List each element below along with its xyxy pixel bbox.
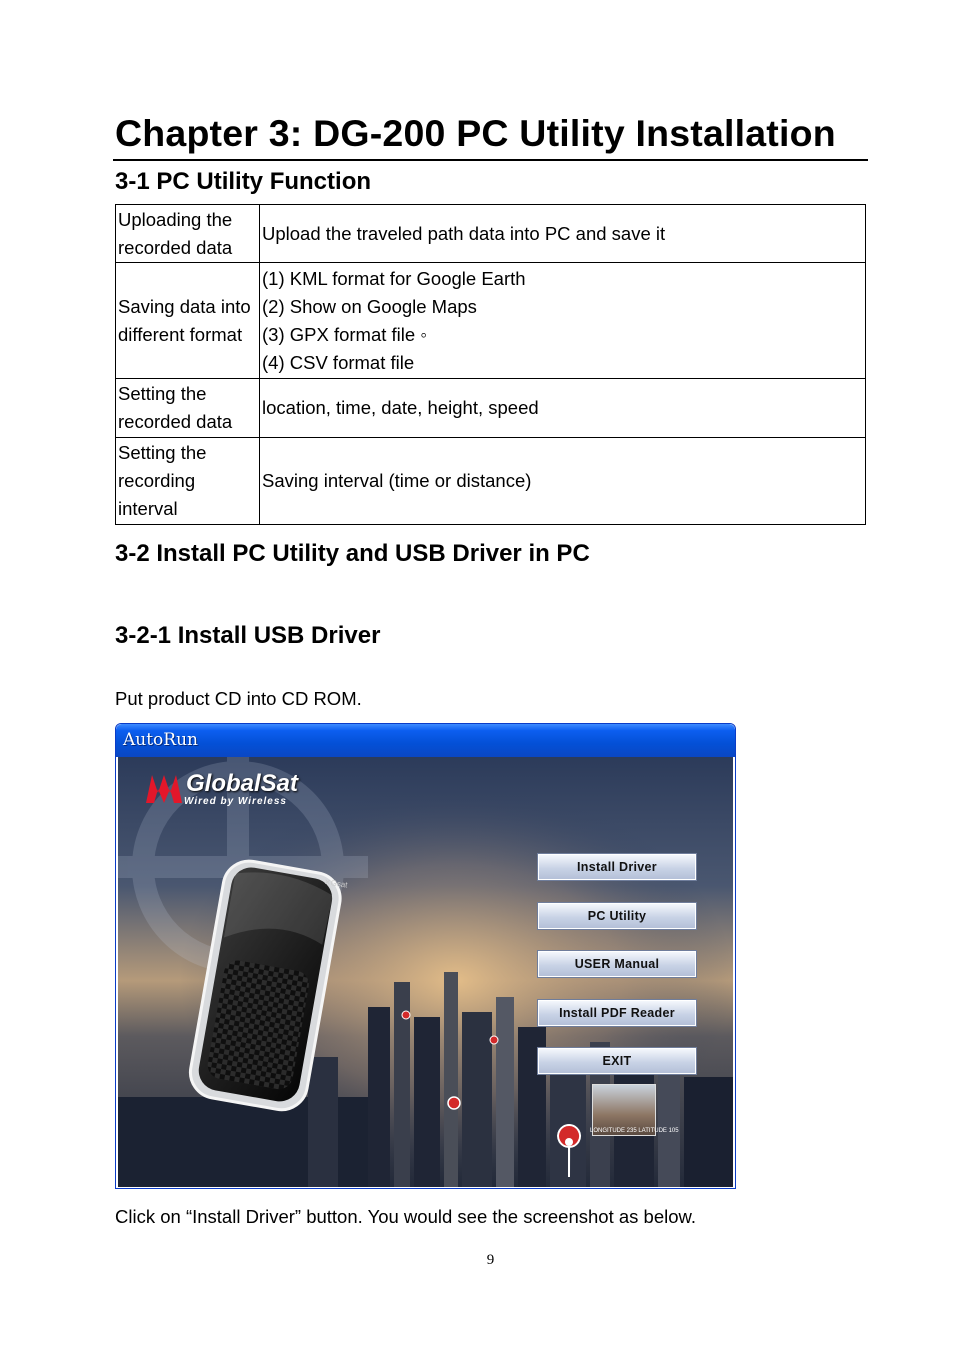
exit-button[interactable]: EXIT — [538, 1048, 696, 1074]
pc-utility-button[interactable]: PC Utility — [538, 903, 696, 929]
description-cell: Upload the traveled path data into PC and save it — [260, 205, 866, 263]
section-heading-3-1: 3-1 PC Utility Function — [115, 168, 372, 195]
logo-text: GlobalSat — [186, 770, 299, 797]
section-heading-3-2-1: 3-2-1 Install USB Driver — [115, 622, 381, 649]
intro-text: Put product CD into CD ROM. — [115, 688, 362, 709]
instruction-text: Click on “Install Driver” button. You would see the screenshot as below. — [115, 1206, 697, 1227]
description-cell: (1) KML format for Google Earth (2) Show on Google Maps (3) GPX format file ◦ (4) CSV format file — [260, 263, 866, 379]
pc-utility-function-table — [115, 204, 866, 525]
autorun-titlebar[interactable] — [116, 724, 735, 757]
function-cell: Saving data into different format — [116, 263, 260, 379]
page-number: 9 — [486, 1252, 495, 1268]
logo-tagline: Wired by Wireless — [184, 796, 287, 807]
autorun-window-title: AutoRun — [123, 730, 198, 750]
chapter-title: Chapter 3: DG-200 PC Utility Installation — [115, 112, 836, 154]
photo-caption: LONGITUDE 235 LATITUDE 105 — [590, 1128, 679, 1134]
description-cell: location, time, date, height, speed — [260, 379, 866, 438]
function-cell: Setting the recorded data — [116, 379, 260, 438]
section-heading-3-2: 3-2 Install PC Utility and USB Driver in PC — [115, 540, 590, 567]
globalsat-logo-icon — [144, 771, 184, 805]
install-driver-button[interactable]: Install Driver — [538, 854, 696, 880]
chapter-rule — [113, 159, 868, 161]
autorun-window — [115, 723, 736, 1189]
table-row — [116, 263, 866, 379]
table-row — [116, 205, 866, 263]
install-pdf-reader-button[interactable]: Install PDF Reader — [538, 1000, 696, 1026]
function-cell: Uploading the recorded data — [116, 205, 260, 263]
table-row — [116, 379, 866, 438]
device-brand-label: ✕Gsat — [323, 877, 349, 890]
description-cell: Saving interval (time or distance) — [260, 438, 866, 525]
table-row — [116, 438, 866, 525]
autorun-background-scene — [118, 757, 733, 1187]
user-manual-button[interactable]: USER Manual — [538, 951, 696, 977]
function-cell: Setting the recording interval — [116, 438, 260, 525]
